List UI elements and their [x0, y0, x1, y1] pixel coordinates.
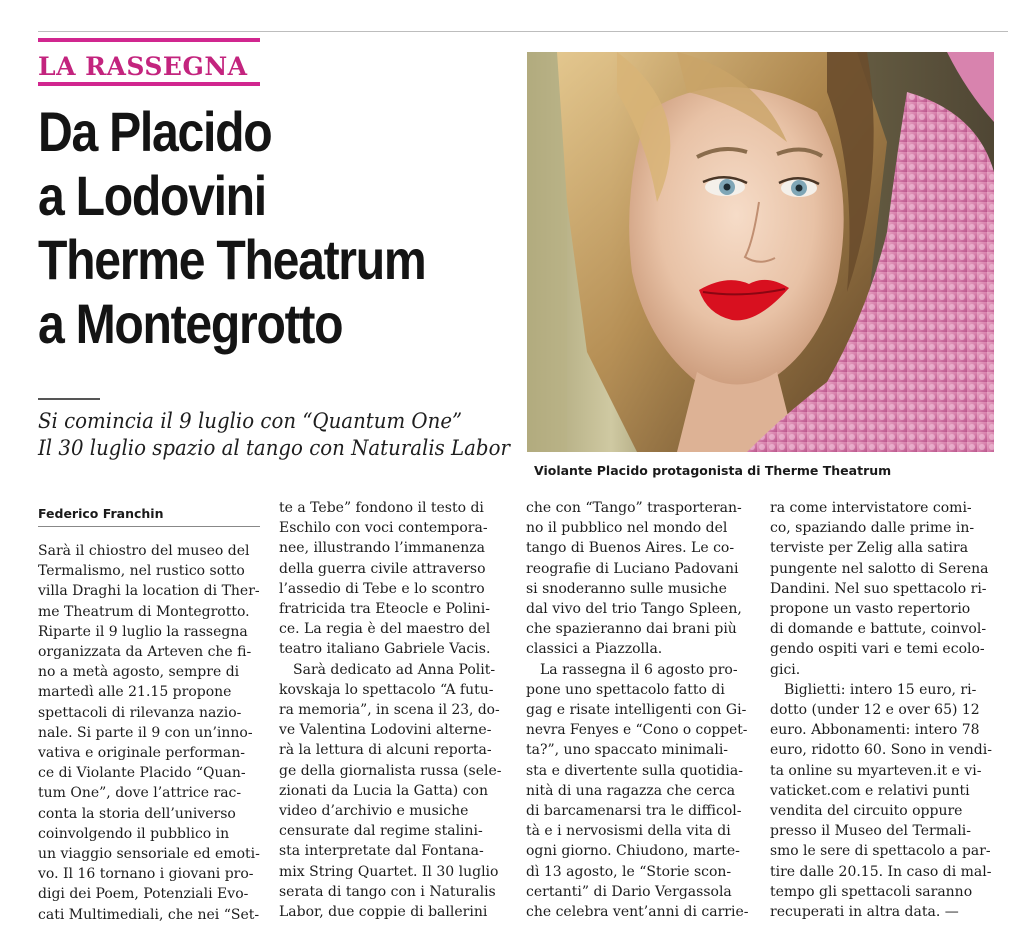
text-line: Labor, due coppie di ballerini [279, 904, 488, 921]
text-line: ve Valentina Lodovini alterne- [279, 722, 492, 739]
text-line: della guerra civile attraverso [279, 560, 486, 577]
text-line: Biglietti: intero 15 euro, ri- [784, 681, 977, 698]
text-line: classici a Piazzolla. [526, 641, 663, 658]
text-line: l’assedio di Tebe e lo scontro [279, 580, 485, 597]
text-line: digi dei Poem, Potenziali Evo- [38, 886, 249, 903]
subhead-rule [38, 398, 100, 400]
text-line: dal vivo del trio Tango Spleen, [526, 601, 742, 618]
headline-line: Da Placido [38, 100, 272, 163]
text-line: gici. [770, 661, 801, 678]
text-line: nee, illustrando l’immanenza [279, 540, 485, 557]
text-line: La rassegna il 6 agosto pro- [540, 661, 738, 678]
text-line: me Theatrum di Montegrotto. [38, 603, 250, 620]
text-line: Termalismo, nel rustico sotto [38, 563, 245, 580]
text-line: martedì alle 21.15 propone [38, 684, 232, 701]
headline-line: Therme Theatrum [38, 228, 426, 291]
text-line: serata di tango con i Naturalis [279, 883, 496, 900]
text-line: recuperati in altra data. — [770, 904, 959, 921]
text-line: video d’archivio e musiche [279, 803, 469, 820]
subhead-line: Il 30 luglio spazio al tango con Naturalis Labor [38, 436, 510, 460]
text-line: te a Tebe” fondono il testo di [279, 500, 484, 516]
text-line: pungente nel salotto di Serena [770, 560, 989, 577]
text-line: coinvolgendo il pubblico in [38, 825, 230, 842]
photo-caption: Violante Placido protagonista di Therme Theatrum [534, 463, 892, 478]
text-line: teatro italiano Gabriele Vacis. [279, 641, 491, 658]
headline-line: a Lodovini [38, 164, 266, 227]
kicker-bar-top [38, 38, 260, 42]
text-line: sta e divertente sulla quotidia- [526, 762, 743, 779]
text-line: smo le sere di spettacolo a par- [770, 843, 991, 860]
text-line: organizzata da Arteven che fi- [38, 644, 252, 661]
article-column-1 [38, 541, 260, 925]
text-line: pone uno spettacolo fatto di [526, 681, 725, 698]
text-line: no il pubblico nel mondo del [526, 520, 728, 537]
text-line: spettacoli di rilevanza nazio- [38, 704, 242, 721]
text-line: conta la storia dell’universo [38, 805, 236, 822]
text-line: vendita del circuito oppure [770, 803, 963, 820]
text-line: censurate dal regime stalini- [279, 823, 483, 840]
text-line: co, spaziando dalle prime in- [770, 520, 975, 537]
text-line: mix String Quartet. Il 30 luglio [279, 863, 499, 880]
text-line: dotto (under 12 e over 65) 12 [770, 702, 980, 719]
text-line: di domande e battute, coinvol- [770, 621, 987, 638]
kicker-bar-bottom [38, 82, 260, 86]
text-line: Riparte il 9 luglio la rassegna [38, 623, 248, 640]
text-line: Sarà il chiostro del museo del [38, 543, 250, 559]
text-line: ce di Violante Placido “Quan- [38, 765, 246, 782]
text-line: nevra Fenyes e “Cono o coppet- [526, 722, 748, 739]
text-line: euro, ridotto 60. Sono in vendi- [770, 742, 992, 759]
text-line: nità di una ragazza che cerca [526, 782, 736, 799]
byline: Federico Franchin [38, 506, 164, 521]
top-rule [38, 31, 1008, 32]
text-line: dì 13 agosto, le “Storie scon- [526, 863, 732, 880]
text-line: ta online su myarteven.it e vi- [770, 762, 982, 779]
text-line: cati Multimediali, che nei “Set- [38, 906, 260, 923]
text-line: ra memoria”, in scena il 23, do- [279, 702, 500, 719]
text-line: villa Draghi la location di Ther- [38, 583, 260, 600]
text-line: rà la lettura di alcuni reporta- [279, 742, 492, 759]
article-column-4 [770, 498, 992, 922]
text-line: certanti” di Dario Vergassola [526, 883, 732, 900]
text-line: ra come intervistatore comi- [770, 500, 972, 516]
text-line: gag e risate intelligenti con Gi- [526, 702, 747, 719]
text-line: Eschilo con voci contempora- [279, 520, 488, 537]
text-line: vaticket.com e relativi punti [770, 782, 970, 799]
text-line: vo. Il 16 tornano i giovani pro- [38, 866, 254, 883]
text-line: ta?”, uno spaccato minimali- [526, 742, 729, 759]
text-line: che celebra vent’anni di carrie- [526, 904, 749, 921]
text-line: fratricida tra Eteocle e Polini- [279, 601, 491, 618]
text-line: zionati da Lucia la Gatta) con [279, 782, 488, 799]
subhead [38, 408, 538, 462]
text-line: di barcamenarsi tra le difficol- [526, 803, 742, 820]
portrait-photo [527, 52, 994, 452]
text-line: vativa e originale performan- [38, 745, 246, 762]
text-line: un viaggio sensoriale ed emoti- [38, 846, 260, 863]
text-line: nale. Si parte il 9 con un’inno- [38, 724, 253, 741]
text-line: ogni giorno. Chiudono, marte- [526, 843, 740, 860]
text-line: che con “Tango” trasporteran- [526, 500, 742, 516]
article-column-3 [526, 498, 748, 922]
text-line: ge della giornalista russa (sele- [279, 762, 502, 779]
text-line: euro. Abbonamenti: intero 78 [770, 722, 980, 739]
text-line: propone un vasto repertorio [770, 601, 971, 618]
headline [38, 100, 451, 356]
subhead-line: Si comincia il 9 luglio con “Quantum One” [38, 409, 463, 433]
text-line: Dandini. Nel suo spettacolo ri- [770, 580, 987, 597]
text-line: no a metà agosto, sempre di [38, 664, 240, 681]
text-line: sta interpretate dal Fontana- [279, 843, 484, 860]
text-line: kovskaja lo spettacolo “A futu- [279, 681, 494, 698]
text-line: tum One”, dove l’attrice rac- [38, 785, 242, 802]
text-line: che spazieranno dai brani più [526, 621, 737, 638]
text-line: ce. La regia è del maestro del [279, 621, 491, 638]
byline-rule [38, 526, 260, 527]
text-line: terviste per Zelig alla satira [770, 540, 969, 557]
kicker: LA RASSEGNA [38, 52, 248, 81]
text-line: tire dalle 20.15. In caso di mal- [770, 863, 992, 880]
text-line: gendo ospiti vari e temi ecolo- [770, 641, 985, 658]
text-line: tempo gli spettacoli saranno [770, 883, 973, 900]
text-line: Sarà dedicato ad Anna Polit- [293, 661, 496, 678]
text-line: tango di Buenos Aires. Le co- [526, 540, 735, 557]
text-line: presso il Museo del Termali- [770, 823, 972, 840]
text-line: tà e i nervosismi della vita di [526, 823, 731, 840]
text-line: reografie di Luciano Padovani [526, 560, 739, 577]
text-line: si snoderanno sulle musiche [526, 580, 727, 597]
article-column-2 [279, 498, 501, 922]
headline-line: a Montegrotto [38, 292, 343, 355]
